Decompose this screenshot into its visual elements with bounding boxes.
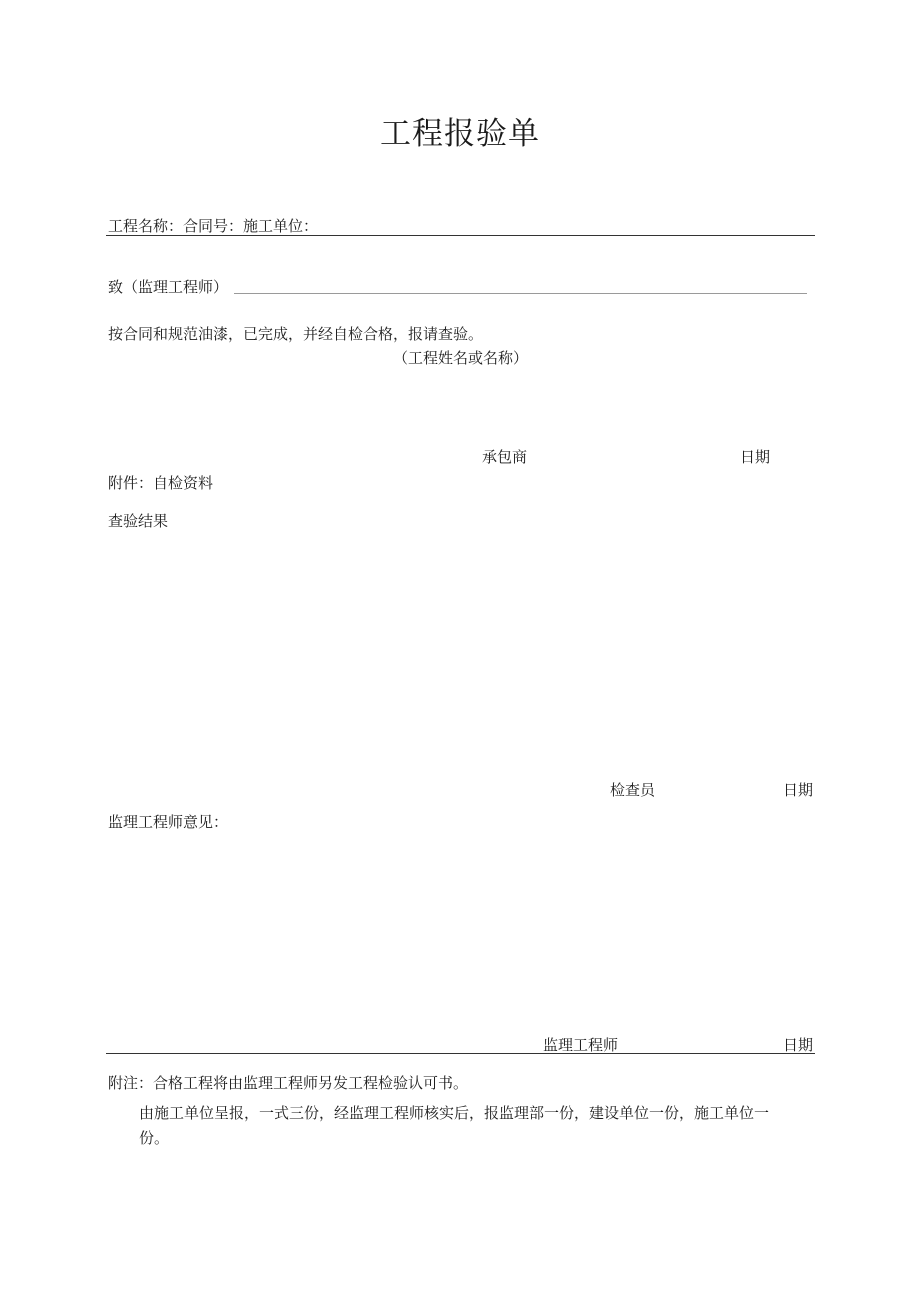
inspector-label: 检查员 bbox=[610, 781, 656, 799]
inspection-result-label: 查验结果 bbox=[108, 512, 169, 530]
contractor-date-label: 日期 bbox=[740, 448, 771, 466]
form-title: 工程报验单 bbox=[380, 116, 540, 152]
footer-divider bbox=[106, 1053, 815, 1054]
note-line-1: 附注：合格工程将由监理工程师另发工程检验认可书。 bbox=[108, 1074, 469, 1092]
engineer-date-label: 日期 bbox=[783, 1036, 814, 1054]
header-divider bbox=[106, 235, 815, 236]
engineer-name-line bbox=[234, 293, 807, 294]
project-info-line: 工程名称：合同号：施工单位： bbox=[108, 217, 319, 235]
project-name-hint: （工程姓名或名称） bbox=[393, 349, 529, 367]
note-line-2: 由施工单位呈报，一式三份，经监理工程师核实后，报监理部一份，建设单位一份，施工单位一 bbox=[139, 1104, 770, 1122]
to-engineer-label: 致（监理工程师） bbox=[108, 278, 229, 296]
note-line-3: 份。 bbox=[139, 1129, 170, 1147]
inspector-date-label: 日期 bbox=[783, 781, 814, 799]
attachment-label: 附件：自检资料 bbox=[108, 474, 214, 492]
engineer-sign-label: 监理工程师 bbox=[543, 1036, 619, 1054]
engineer-opinion-label: 监理工程师意见： bbox=[108, 813, 229, 831]
contractor-label: 承包商 bbox=[482, 448, 528, 466]
completion-statement: 按合同和规范油漆，已完成，并经自检合格，报请查验。 bbox=[108, 325, 484, 343]
